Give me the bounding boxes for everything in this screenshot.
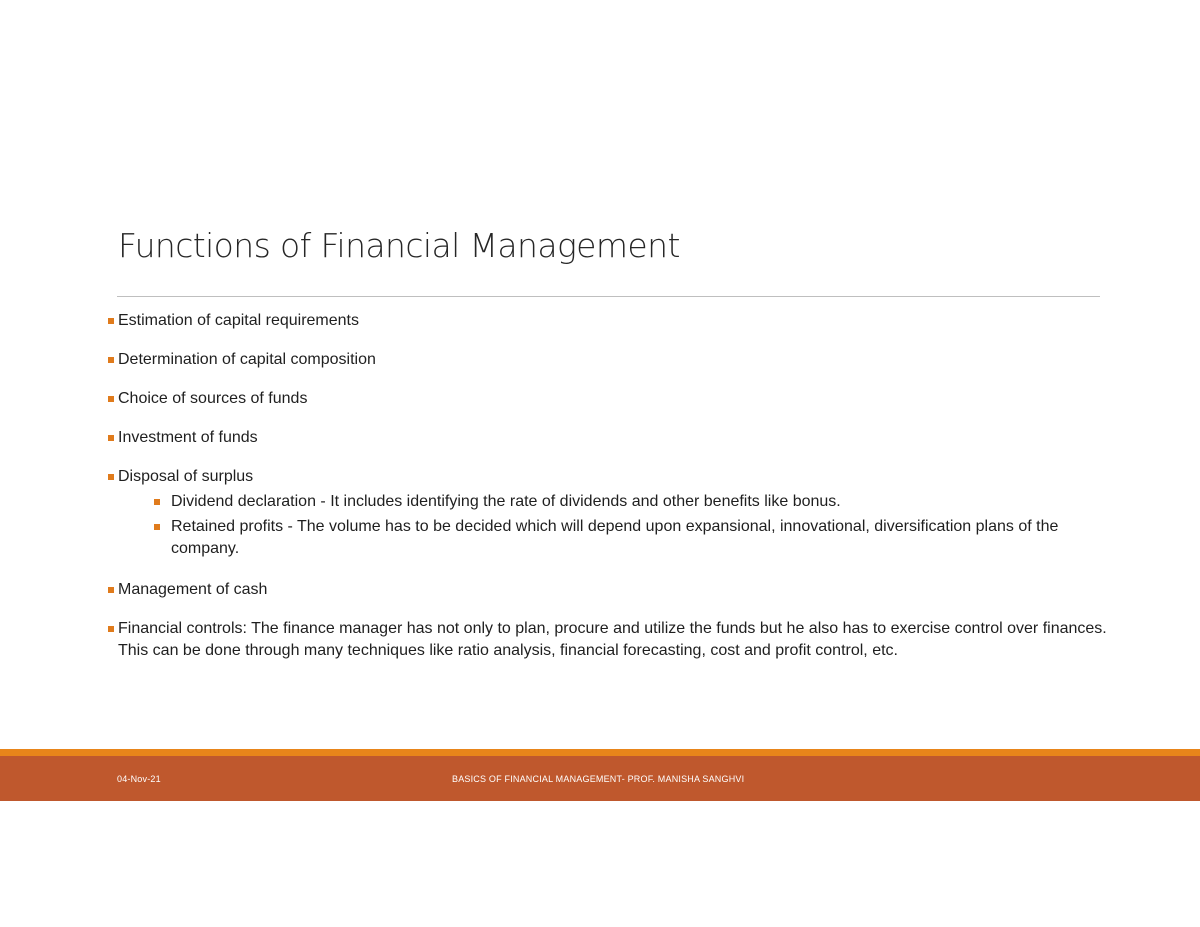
footer-date: 04-Nov-21 bbox=[117, 774, 161, 784]
square-bullet-icon bbox=[108, 587, 114, 593]
bullet-text: Determination of capital composition bbox=[118, 351, 376, 368]
square-bullet-icon bbox=[108, 318, 114, 324]
title-divider bbox=[117, 296, 1100, 297]
bullet-text: Estimation of capital requirements bbox=[118, 312, 359, 329]
square-bullet-icon bbox=[154, 524, 160, 530]
bullet-item bbox=[108, 618, 1108, 662]
bullet-text: Choice of sources of funds bbox=[118, 390, 308, 407]
bullet-text: Investment of funds bbox=[118, 429, 258, 446]
footer-accent-stripe bbox=[0, 749, 1200, 756]
square-bullet-icon bbox=[108, 396, 114, 402]
bullet-item bbox=[108, 427, 1108, 449]
square-bullet-icon bbox=[108, 357, 114, 363]
square-bullet-icon bbox=[108, 474, 114, 480]
bullet-item bbox=[108, 310, 1108, 332]
bullet-text: Disposal of surplus bbox=[118, 468, 254, 485]
sub-bullet-item bbox=[154, 516, 1108, 560]
bullet-item bbox=[108, 349, 1108, 371]
sub-bullet-item bbox=[154, 491, 1108, 513]
sub-bullet-text: Dividend declaration - It includes identifying the rate of dividends and other benefits like bonus. bbox=[171, 493, 841, 510]
bullet-item bbox=[108, 388, 1108, 410]
bullet-text: Management of cash bbox=[118, 581, 268, 598]
bullet-item bbox=[108, 466, 1108, 488]
square-bullet-icon bbox=[108, 626, 114, 632]
bullet-text: Financial controls: The finance manager has not only to plan, procure and utilize the funds but he also has to exercise control over finances. This can be done through many techniques like ratio analysis, financial forecasting, cost and profit control, etc. bbox=[118, 620, 1107, 659]
footer-course-title: BASICS OF FINANCIAL MANAGEMENT- PROF. MANISHA SANGHVI bbox=[452, 774, 745, 784]
bullet-item bbox=[108, 579, 1108, 601]
square-bullet-icon bbox=[108, 435, 114, 441]
bullet-list bbox=[108, 310, 1108, 662]
square-bullet-icon bbox=[154, 499, 160, 505]
slide-title: Functions of Financial Management bbox=[118, 226, 680, 265]
sub-bullet-text: Retained profits - The volume has to be decided which will depend upon expansional, innovational, diversification plans of the company. bbox=[171, 518, 1059, 557]
